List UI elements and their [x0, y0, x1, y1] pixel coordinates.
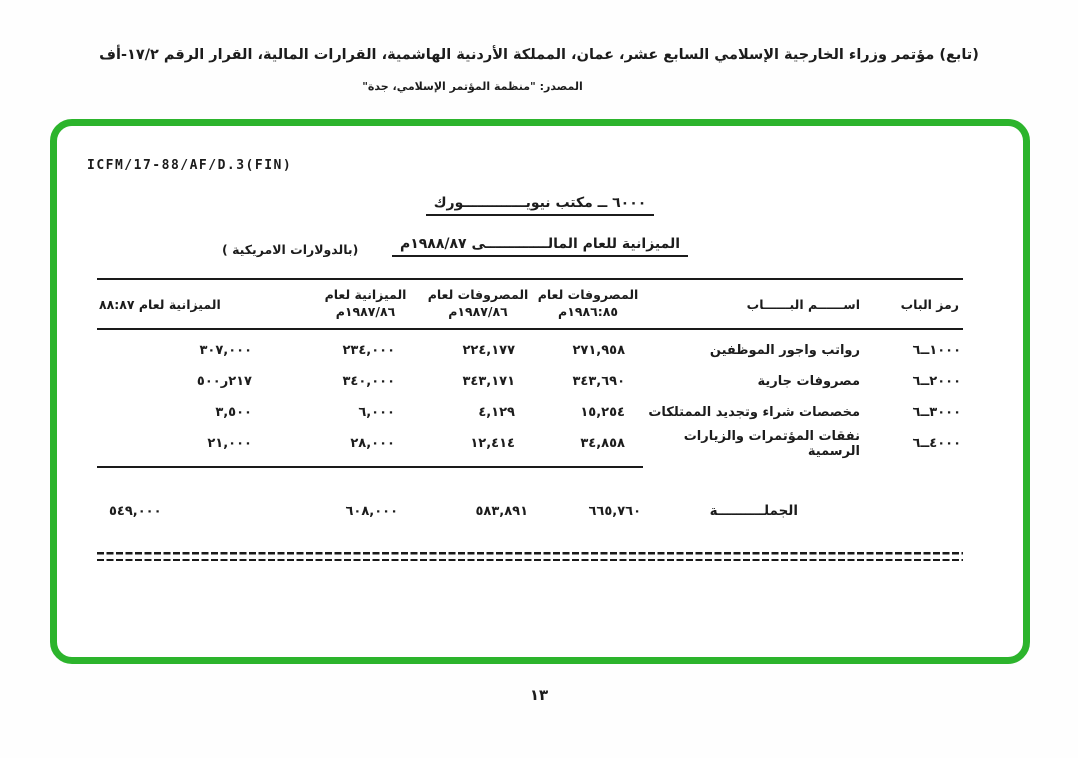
table-row — [97, 428, 963, 459]
budget-subtitle: الميزانية للعام المالـــــــــــــى ١٩٨٨/٨٧م — [392, 236, 688, 257]
cell-budget-87-88: ٢١,٠٠٠ — [207, 436, 252, 451]
page-number: ١٣ — [529, 686, 549, 704]
col-header-chapter-name: اســــــم البــــــاب — [746, 296, 860, 312]
cell-expenditure-85-86: ٣٤٣,٦٩٠ — [572, 374, 625, 389]
col-header-line: ١٩٨٧/٨٦م — [448, 304, 508, 319]
cell-chapter-name: رواتب واجور الموظفين — [709, 343, 860, 358]
cell-chapter-name: مخصصات شراء وتجديد الممتلكات — [648, 405, 860, 420]
table-row — [97, 366, 963, 397]
table-total-row — [97, 496, 963, 526]
cell-chapter-code: ٦ــ٣٠٠٠ — [912, 405, 961, 420]
cell-budget-86-87: ٢٨,٠٠٠ — [350, 436, 395, 451]
table-header-row — [97, 280, 963, 328]
col-header-line: ١٩٨٧/٨٦م — [335, 304, 396, 319]
cell-chapter-code: ٦ــ٤٠٠٠ — [912, 436, 961, 451]
col-header-chapter-code: رمز الباب — [900, 296, 959, 312]
table-body — [97, 330, 963, 459]
cell-budget-87-88: ٣,٥٠٠ — [215, 405, 252, 420]
col-header-line: المصروفات لعام — [537, 287, 639, 303]
cell-chapter-name: مصروفات جارية — [757, 374, 860, 389]
table-row — [97, 397, 963, 428]
cell-budget-86-87: ٣٤٠,٠٠٠ — [342, 374, 395, 389]
cell-expenditure-85-86: ٣٤,٨٥٨ — [580, 436, 625, 451]
cell-budget-86-87: ٢٣٤,٠٠٠ — [342, 343, 395, 358]
green-annotation-box — [50, 119, 1030, 664]
budget-table — [97, 278, 963, 561]
col-header-budget-86-87 — [308, 287, 423, 321]
section-title-row — [57, 192, 1023, 216]
double-dashed-rule — [97, 552, 963, 561]
col-header-expenditure-86-87 — [423, 287, 533, 321]
total-expenditure-85-86: ٦٦٥,٧٦٠ — [588, 503, 641, 519]
source-note: المصدر: "منظمة المؤتمر الإسلامي، جدة" — [362, 80, 583, 93]
cell-chapter-code: ٦ــ٢٠٠٠ — [912, 374, 961, 389]
budget-subtitle-row — [57, 233, 1023, 257]
total-budget-87-88: ٥٤٩,٠٠٠ — [109, 503, 162, 519]
cell-budget-87-88: ٢١٧ر٥٠٠ — [196, 374, 252, 389]
col-header-expenditure-85-86 — [533, 287, 643, 321]
cell-chapter-name: نفقات المؤتمرات والزيارات الرسمية — [683, 428, 860, 459]
total-expenditure-86-87: ٥٨٣,٨٩١ — [475, 503, 528, 519]
col-header-line: المصروفات لعام — [427, 287, 529, 303]
cell-expenditure-86-87: ٤,١٢٩ — [478, 405, 515, 420]
col-header-line: الميزانية لعام — [324, 287, 407, 303]
conference-header: (تابع) مؤتمر وزراء الخارجية الإسلامي السابع عشر، عمان، المملكة الأردنية الهاشمية، القرارات المالية، القرار الرقم ١٧/٢-أف — [99, 47, 979, 63]
cell-expenditure-86-87: ١٢,٤١٤ — [470, 436, 515, 451]
col-header-line: ١٩٨٦:٨٥م — [558, 304, 618, 319]
table-row — [97, 335, 963, 366]
cell-budget-87-88: ٣٠٧,٠٠٠ — [199, 343, 252, 358]
currency-note: (بالدولارات الامريكية ) — [222, 242, 359, 257]
cell-expenditure-85-86: ١٥,٢٥٤ — [580, 405, 625, 420]
section-title: ٦٠٠٠ ــ مكتب نيويـــــــــــــورك — [426, 195, 655, 216]
cell-expenditure-85-86: ٢٧١,٩٥٨ — [572, 343, 625, 358]
pre-total-rule — [97, 466, 643, 468]
col-header-budget-87-88: الميزانية لعام ٨٨:٨٧ — [99, 296, 221, 312]
cell-chapter-code: ٦ــ١٠٠٠ — [912, 343, 961, 358]
cell-budget-86-87: ٦,٠٠٠ — [358, 405, 395, 420]
total-label: الجملــــــــــة — [709, 503, 798, 519]
cell-expenditure-86-87: ٢٢٤,١٧٧ — [462, 343, 515, 358]
total-budget-86-87: ٦٠٨,٠٠٠ — [345, 503, 398, 519]
cell-expenditure-86-87: ٣٤٣,١٧١ — [462, 374, 515, 389]
document-reference: ICFM/17-88/AF/D.3(FIN) — [87, 158, 293, 173]
